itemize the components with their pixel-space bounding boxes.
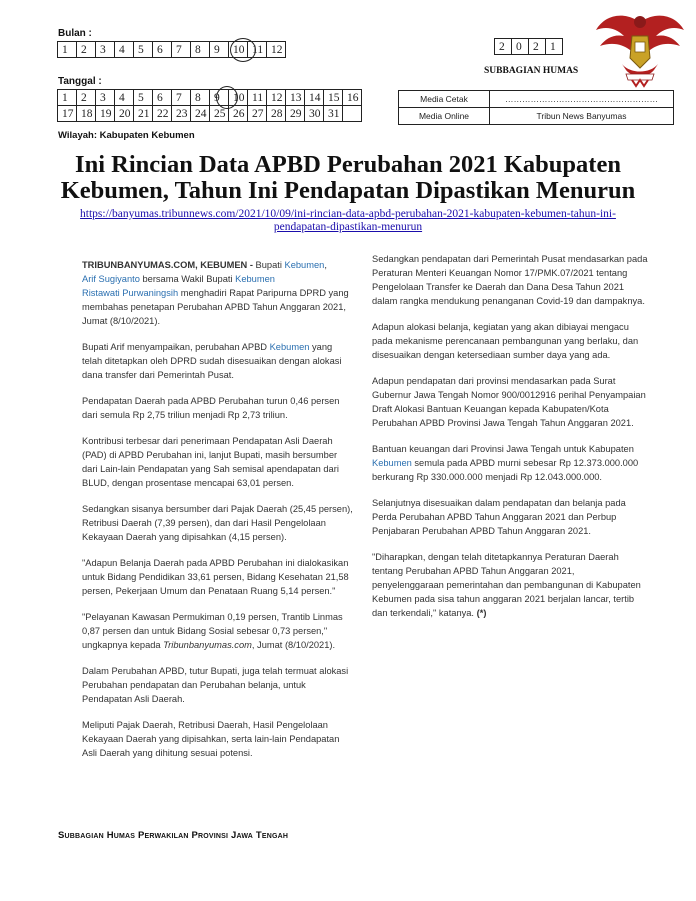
footer-label: Subbagian Humas Perwakilan Provinsi Jawa Tengah bbox=[58, 830, 289, 841]
media-cetak-label: Media Cetak bbox=[399, 91, 490, 108]
bulan-cell: 5 bbox=[134, 42, 153, 58]
article-paragraph: "Diharapkan, dengan telah ditetapkannya Peraturan Daerah tentang Perubahan APBD Tahun Anggaran 2021, penyelenggaraan pemerintahan dan pembangunan di Kabupaten Kebumen pada sisa tahun anggaran 2021 berjalan lancar, tertib dan terkendali," katanya. (*) bbox=[372, 552, 641, 618]
wilayah-label: Wilayah: Kabupaten Kebumen bbox=[58, 130, 195, 141]
bulan-cell: 8 bbox=[191, 42, 210, 58]
subbagian-label: SUBBAGIAN HUMAS bbox=[484, 66, 579, 76]
article-paragraph: TRIBUNBANYUMAS.COM, KEBUMEN - Bupati Kebumen, Arif Sugiyanto bersama Wakil Bupati Kebumen Ristawati Purwaningsih menghadiri Rapat Paripurna DPRD yang membahas penetapan Perubahan APBD Tahun Anggaran 2021, Jumat (8/10/2021). bbox=[82, 260, 349, 326]
article-paragraph: Sedangkan pendapatan dari Pemerintah Pusat mendasarkan pada Peraturan Menteri Keuangan Nomor 17/PMK.07/2021 tentang Pengelolaan Transfer ke Daerah dan Dana Desa Tahun 2021 dalam rangka mendukung penanganan Covid-19 dan dampaknya. bbox=[372, 254, 648, 306]
bulan-selected-circle bbox=[230, 38, 256, 62]
tanggal-cell: 27 bbox=[248, 106, 267, 122]
bulan-cell: 9 bbox=[210, 42, 229, 58]
bulan-cell: 6 bbox=[153, 42, 172, 58]
article-paragraph: Kontribusi terbesar dari penerimaan Pendapatan Asli Daerah (PAD) di APBD Perubahan ini, lanjut Bupati, masih bersumber dari Lain-lain Pendapatan yang Sah semisal apendapatan dari BLUD, dengan prosentase mencapai 63,01 persen. bbox=[82, 436, 339, 488]
tanggal-cell: 22 bbox=[153, 106, 172, 122]
bulan-cell: 7 bbox=[172, 42, 191, 58]
garuda-emblem-icon bbox=[592, 8, 688, 88]
tanggal-cell: 19 bbox=[96, 106, 115, 122]
tanggal-selected-circle bbox=[216, 86, 238, 109]
tanggal-cell: 25 bbox=[210, 106, 229, 122]
tahun-digit-cell: 2 bbox=[495, 39, 512, 55]
tanggal-cell: 13 bbox=[286, 90, 305, 106]
tanggal-cell: 1 bbox=[58, 90, 77, 106]
bulan-cell: 2 bbox=[77, 42, 96, 58]
tanggal-cell: 7 bbox=[172, 90, 191, 106]
article-paragraph: Selanjutnya disesuaikan dalam pendapatan dan belanja pada Perda Perubahan APBD Tahun Anggaran 2021 dan Perbup Penjabaran Perubahan APBD Tahun Anggaran 2021. bbox=[372, 498, 626, 536]
tahun-digit-cell: 1 bbox=[546, 39, 563, 55]
tanggal-cell: 15 bbox=[324, 90, 343, 106]
bulan-cell: 10 bbox=[229, 42, 248, 58]
kebumen-link[interactable]: Kebumen bbox=[372, 458, 412, 468]
tanggal-cell: 9 bbox=[210, 90, 229, 106]
kebumen-link[interactable]: Kebumen bbox=[284, 260, 325, 270]
tahun-digit-cell: 2 bbox=[529, 39, 546, 55]
tanggal-cell: 18 bbox=[77, 106, 96, 122]
article-paragraph: "Adapun Belanja Daerah pada APBD Perubahan ini dialokasikan untuk Bidang Pendidikan 33,61 persen, Bidang Kesehatan 21,58 persen, Pekerjaan Umum dan Penataan Ruang 5,14 persen." bbox=[82, 558, 349, 596]
tanggal-cell: 20 bbox=[115, 106, 134, 122]
article-paragraph: Bupati Arif menyampaikan, perubahan APBD Kebumen yang telah ditetapkan oleh DPRD sudah disesuaikan dengan alokasi dana transfer dari Pemerintah Pusat. bbox=[82, 342, 342, 380]
tanggal-cell: 23 bbox=[172, 106, 191, 122]
article-paragraph: Sedangkan sisanya bersumber dari Pajak Daerah (25,45 persen), Retribusi Daerah (7,39 persen), dan dari Hasil Pengelolaan Kekayaan Daerah yang dipisahkan (4,15 persen). bbox=[82, 504, 353, 542]
media-online-value: Tribun News Banyumas bbox=[490, 108, 674, 125]
tanggal-cell: 3 bbox=[96, 90, 115, 106]
tanggal-cell: 2 bbox=[77, 90, 96, 106]
tanggal-cell: 11 bbox=[248, 90, 267, 106]
media-cetak-value: ……………………………………………… bbox=[490, 91, 674, 108]
arif-sugiyanto-link[interactable]: Arif Sugiyanto bbox=[82, 274, 140, 284]
tanggal-cell: 16 bbox=[343, 90, 362, 106]
media-table bbox=[398, 90, 674, 125]
tanggal-cell: 6 bbox=[153, 90, 172, 106]
ristawati-link[interactable]: Ristawati Purwaningsih bbox=[82, 288, 179, 298]
tanggal-label: Tanggal : bbox=[58, 76, 102, 87]
tanggal-cell: 12 bbox=[267, 90, 286, 106]
tanggal-cell: 30 bbox=[305, 106, 324, 122]
bulan-cell: 4 bbox=[115, 42, 134, 58]
tanggal-grid bbox=[57, 89, 362, 122]
tanggal-cell: 21 bbox=[134, 106, 153, 122]
article-paragraph: Pendapatan Daerah pada APBD Perubahan turun 0,46 persen dari semula Rp 2,75 triliun menjadi Rp 2,73 triliun. bbox=[82, 396, 340, 420]
article-right-column bbox=[372, 252, 648, 632]
tanggal-cell: 5 bbox=[134, 90, 153, 106]
tanggal-cell: 8 bbox=[191, 90, 210, 106]
tanggal-cell: 24 bbox=[191, 106, 210, 122]
bulan-cell: 3 bbox=[96, 42, 115, 58]
article-paragraph: Dalam Perubahan APBD, tutur Bupati, juga telah termuat alokasi Perubahan pendapatan dan Perubahan belanja, untuk Pendapatan Asli Daerah. bbox=[82, 666, 349, 704]
article-url-link[interactable]: https://banyumas.tribunnews.com/2021/10/09/ini-rincian-data-apbd-perubahan-2021-kabupaten-kebumen-tahun-ini-pendapatan-dipastikan-menurun bbox=[80, 208, 616, 233]
article-paragraph: Adapun alokasi belanja, kegiatan yang akan dibiayai mengacu pada mekanisme perencanaan pembangunan yang berlaku, dan disesuaikan dengan ketersediaan sumber daya yang ada. bbox=[372, 322, 639, 360]
tanggal-cell: 17 bbox=[58, 106, 77, 122]
tanggal-cell: 29 bbox=[286, 106, 305, 122]
tahun-digit-cell: 0 bbox=[512, 39, 529, 55]
tanggal-cell bbox=[343, 106, 362, 122]
article-paragraph: "Pelayanan Kawasan Permukiman 0,19 persen, Trantib Linmas 0,87 persen dan untuk Bidang Sosial sebesar 0,73 persen," ungkapnya kepada Tribunbanyumas.com, Jumat (8/10/2021). bbox=[82, 612, 343, 650]
bulan-cell: 11 bbox=[248, 42, 267, 58]
article-paragraph: Adapun pendapatan dari provinsi mendasarkan pada Surat Gubernur Jawa Tengah Nomor 900/0012916 perihal Penyampaian Draft Alokasi Bantuan Keuangan kepada Kabupaten/Kota Perubahan APBD Provinsi Jawa Tengah Tahun Anggaran 2021. bbox=[372, 376, 646, 428]
tanggal-cell: 26 bbox=[229, 106, 248, 122]
tanggal-cell: 14 bbox=[305, 90, 324, 106]
media-online-label: Media Online bbox=[399, 108, 490, 125]
bulan-cell: 12 bbox=[267, 42, 286, 58]
article-paragraph: Bantuan keuangan dari Provinsi Jawa Tengah untuk Kabupaten Kebumen semula pada APBD murni sebesar Rp 12.373.000.000 berkurang Rp 330.000.000 menjadi Rp 12.043.000.000. bbox=[372, 444, 639, 482]
bulan-cell: 1 bbox=[58, 42, 77, 58]
bulan-label: Bulan : bbox=[58, 28, 92, 39]
article-paragraph: Meliputi Pajak Daerah, Retribusi Daerah, Hasil Pengelolaan Kekayaan Daerah yang dipisahkan, serta lain-lain Pendapatan Asli Daerah yang dihitung sesuai potensi. bbox=[82, 720, 340, 758]
article-title: Ini Rincian Data APBD Perubahan 2021 Kabupaten Kebumen, Tahun Ini Pendapatan Dipastikan Menurun bbox=[60, 151, 636, 204]
tanggal-cell: 31 bbox=[324, 106, 343, 122]
kebumen-link[interactable]: Kebumen bbox=[235, 274, 275, 284]
kebumen-link[interactable]: Kebumen bbox=[269, 342, 310, 352]
article-left-column bbox=[82, 258, 354, 772]
tanggal-cell: 4 bbox=[115, 90, 134, 106]
tanggal-cell: 28 bbox=[267, 106, 286, 122]
tanggal-cell: 10 bbox=[229, 90, 248, 106]
tahun-grid bbox=[494, 38, 563, 55]
